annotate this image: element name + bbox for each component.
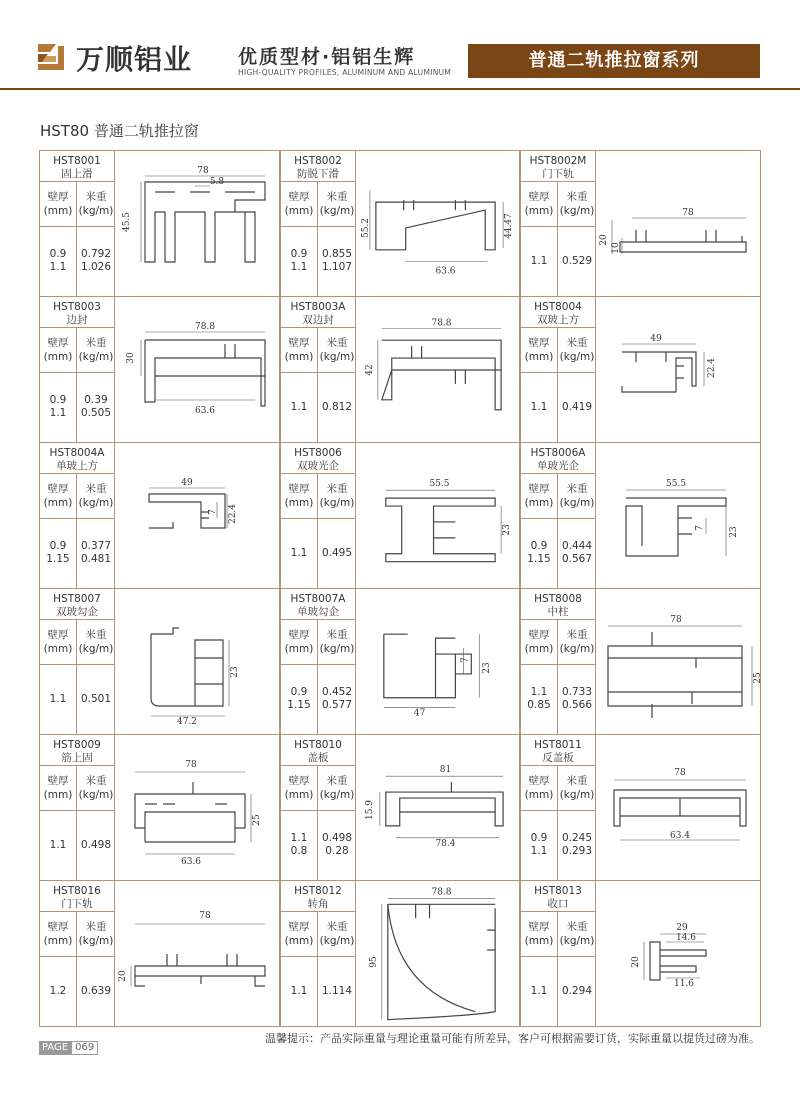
thick-unit: (mm)	[524, 497, 554, 509]
slogan-en: HIGH-QUALITY PROFILES, ALUMINUM AND ALUMINUM	[238, 68, 452, 77]
thick-unit: (mm)	[43, 497, 73, 509]
thickness-value: 1.1	[49, 261, 67, 273]
product-code: HST8001	[53, 155, 101, 167]
profile-drawing	[596, 296, 761, 442]
product-code: HST8004A	[49, 447, 105, 459]
weight-unit: (kg/m)	[319, 789, 355, 801]
weight-unit: (kg/m)	[78, 789, 114, 801]
thickness-value: 0.9	[530, 540, 548, 552]
product-name: 双边封	[302, 314, 334, 326]
thick-unit: (mm)	[284, 205, 314, 217]
product-name: 中柱	[547, 606, 569, 618]
thick-label: 壁厚	[528, 921, 550, 933]
weight-label: 米重	[85, 191, 107, 203]
thick-label: 壁厚	[288, 337, 310, 349]
weight-value: 0.733	[561, 686, 593, 698]
weight-value: 0.639	[80, 984, 112, 997]
weight-label: 米重	[85, 483, 107, 495]
product-code: HST8009	[53, 739, 101, 751]
profile-drawing	[115, 880, 280, 1026]
product-code: HST8004	[534, 301, 582, 313]
thickness-value: 1.1	[530, 400, 548, 413]
weight-value: 0.481	[80, 553, 112, 565]
weight-label: 米重	[566, 629, 588, 641]
dimension-label: 25	[252, 814, 262, 826]
thick-label: 壁厚	[47, 483, 69, 495]
weight-value: 0.498	[80, 838, 112, 851]
weight-unit: (kg/m)	[319, 643, 355, 655]
page-indicator	[39, 1041, 98, 1055]
product-name: 单玻上方	[56, 460, 98, 472]
dimension-label: 78	[670, 615, 682, 625]
dimension-label: 63.6	[180, 857, 202, 867]
thick-unit: (mm)	[43, 205, 73, 217]
dimension-label: 78.4	[435, 838, 456, 849]
thick-unit: (mm)	[524, 935, 554, 947]
thick-label: 壁厚	[288, 775, 310, 787]
weight-value: 0.567	[561, 553, 593, 565]
product-name: 单玻光企	[537, 460, 579, 472]
slogan: 优质型材·铝铝生辉	[238, 46, 416, 68]
thick-label: 壁厚	[288, 921, 310, 933]
product-code: HST8013	[534, 885, 582, 897]
weight-unit: (kg/m)	[78, 351, 114, 363]
product-name: 门下轨	[542, 168, 574, 180]
thick-unit: (mm)	[284, 497, 314, 509]
weight-unit: (kg/m)	[559, 497, 595, 509]
thickness-value: 1.15	[527, 553, 551, 565]
dimension-label: 63.4	[669, 831, 691, 841]
dimension-label: 22.4	[707, 357, 717, 379]
profile-drawing	[115, 296, 280, 442]
weight-label: 米重	[85, 337, 107, 349]
weight-unit: (kg/m)	[559, 643, 595, 655]
dimension-label: 78	[185, 760, 197, 770]
thick-unit: (mm)	[524, 789, 554, 801]
weight-value: 0.792	[80, 248, 112, 260]
thick-label: 壁厚	[288, 191, 310, 203]
thick-label: 壁厚	[47, 921, 69, 933]
weight-unit: (kg/m)	[319, 205, 355, 217]
product-code: HST8003A	[290, 301, 346, 313]
weight-value: 0.812	[321, 400, 353, 413]
dimension-label: 23	[729, 526, 739, 538]
weight-value: 0.577	[321, 699, 353, 711]
thickness-value: 1.1	[290, 546, 308, 559]
profile-drawing	[356, 880, 520, 1026]
thick-unit: (mm)	[43, 643, 73, 655]
weight-unit: (kg/m)	[559, 789, 595, 801]
weight-value: 0.566	[561, 699, 593, 711]
weight-unit: (kg/m)	[319, 351, 355, 363]
thickness-value: 0.9	[530, 832, 548, 844]
dimension-label: 25	[753, 672, 763, 684]
thick-label: 壁厚	[47, 775, 69, 787]
weight-unit: (kg/m)	[78, 205, 114, 217]
dimension-label: 78	[199, 911, 211, 921]
thickness-value: 0.85	[527, 699, 551, 711]
weight-value: 0.444	[561, 540, 593, 552]
dimension-label: 78.8	[431, 887, 452, 898]
thickness-value: 1.1	[530, 686, 548, 698]
thickness-value: 0.9	[49, 248, 67, 260]
profile-drawing	[596, 442, 761, 588]
profile-drawing	[596, 150, 761, 296]
weight-unit: (kg/m)	[559, 935, 595, 947]
dimension-label: 55.5	[665, 479, 687, 489]
dimension-label: 78.8	[431, 318, 452, 329]
dimension-label: 7	[208, 509, 218, 515]
product-name: 转角	[307, 898, 329, 910]
thickness-value: 0.9	[49, 540, 67, 552]
product-name: 盖板	[307, 752, 329, 764]
weight-label: 米重	[85, 775, 107, 787]
thick-label: 壁厚	[528, 483, 550, 495]
weight-unit: (kg/m)	[78, 935, 114, 947]
page-number: 069	[71, 1041, 98, 1055]
profile-drawing	[356, 150, 520, 296]
weight-label: 米重	[326, 337, 348, 349]
weight-label: 米重	[85, 921, 107, 933]
thickness-value: 1.1	[290, 832, 308, 844]
product-name: 单玻勾企	[297, 606, 339, 618]
weight-label: 米重	[326, 921, 348, 933]
dimension-label: 7	[460, 657, 471, 663]
dimension-label: 47	[413, 708, 426, 719]
weight-unit: (kg/m)	[319, 497, 355, 509]
product-code: HST8007A	[290, 593, 346, 605]
weight-unit: (kg/m)	[78, 643, 114, 655]
product-code: HST8003	[53, 301, 101, 313]
dimension-label: 55.2	[360, 218, 371, 238]
thick-unit: (mm)	[43, 935, 73, 947]
dimension-label: 7	[695, 525, 705, 531]
profile-drawing	[356, 296, 520, 442]
weight-label: 米重	[85, 629, 107, 641]
thickness-value: 1.1	[49, 838, 67, 851]
dimension-label: 29	[676, 923, 688, 933]
weight-label: 米重	[326, 775, 348, 787]
weight-value: 0.39	[84, 394, 108, 406]
weight-value: 0.377	[80, 540, 112, 552]
dimension-label: 23	[482, 662, 493, 674]
dimension-label: 15.9	[364, 800, 375, 820]
product-name: 防脱下滑	[297, 168, 339, 180]
dimension-label: 63.6	[435, 266, 456, 277]
weight-value: 1.026	[80, 261, 112, 273]
thickness-value: 1.15	[46, 553, 70, 565]
dimension-label: 44.47	[504, 213, 515, 239]
thickness-value: 1.1	[290, 984, 308, 997]
thick-unit: (mm)	[284, 789, 314, 801]
dimension-label: 63.6	[194, 406, 216, 416]
thick-label: 壁厚	[528, 337, 550, 349]
dimension-label: 78	[682, 208, 694, 218]
profile-drawing	[115, 150, 280, 296]
product-name: 双玻光企	[297, 460, 339, 472]
weight-label: 米重	[566, 775, 588, 787]
thickness-value: 1.15	[287, 699, 311, 711]
thickness-value: 0.8	[290, 845, 308, 857]
thickness-value: 0.9	[290, 248, 308, 260]
thick-label: 壁厚	[528, 629, 550, 641]
profile-drawing	[115, 442, 280, 588]
product-name: 边封	[66, 314, 88, 326]
dimension-label: 10	[611, 242, 621, 254]
product-code: HST8008	[534, 593, 582, 605]
weight-label: 米重	[566, 483, 588, 495]
thick-unit: (mm)	[524, 205, 554, 217]
weight-unit: (kg/m)	[78, 497, 114, 509]
weight-value: 0.505	[80, 407, 112, 419]
thick-unit: (mm)	[43, 351, 73, 363]
thick-unit: (mm)	[284, 351, 314, 363]
thickness-value: 0.9	[49, 394, 67, 406]
weight-value: 0.529	[561, 254, 593, 267]
product-code: HST8006	[294, 447, 342, 459]
thick-unit: (mm)	[284, 643, 314, 655]
thickness-value: 1.1	[290, 261, 308, 273]
dimension-label: 78.8	[194, 322, 216, 332]
dimension-label: 23	[230, 666, 240, 678]
product-name: 双玻上方	[537, 314, 579, 326]
dimension-label: 22.4	[228, 503, 238, 525]
thickness-value: 0.9	[290, 686, 308, 698]
brand-name: 万顺铝业	[76, 43, 193, 76]
section-title: HST80 普通二轨推拉窗	[40, 122, 199, 140]
profile-drawing	[356, 588, 520, 734]
dimension-label: 20	[631, 956, 641, 968]
dimension-label: 49	[650, 334, 662, 344]
thickness-value: 1.1	[290, 400, 308, 413]
header-rule	[0, 88, 800, 90]
product-code: HST8006A	[530, 447, 586, 459]
weight-unit: (kg/m)	[319, 935, 355, 947]
dimension-label: 47.2	[176, 717, 198, 727]
product-code: HST8010	[294, 739, 342, 751]
thick-label: 壁厚	[528, 775, 550, 787]
profile-drawing	[596, 588, 761, 734]
product-code: HST8016	[53, 885, 101, 897]
profile-drawing	[596, 880, 761, 1026]
product-code: HST8012	[294, 885, 342, 897]
weight-value: 0.855	[321, 248, 353, 260]
product-code: HST8011	[534, 739, 582, 751]
dimension-label: 81	[439, 765, 452, 776]
product-name: 收口	[547, 898, 569, 910]
page-label: PAGE	[39, 1041, 71, 1055]
product-name: 门下轨	[61, 898, 93, 910]
dimension-label: 11.6	[673, 979, 695, 989]
thick-label: 壁厚	[47, 191, 69, 203]
thick-unit: (mm)	[43, 789, 73, 801]
profile-drawing	[356, 442, 520, 588]
thick-unit: (mm)	[524, 351, 554, 363]
weight-value: 0.495	[321, 546, 353, 559]
thickness-value: 1.1	[530, 254, 548, 267]
thick-label: 壁厚	[288, 629, 310, 641]
product-name: 反盖板	[542, 752, 574, 764]
profile-drawing	[596, 734, 761, 880]
thick-unit: (mm)	[524, 643, 554, 655]
dimension-label: 20	[599, 234, 609, 246]
weight-label: 米重	[326, 629, 348, 641]
thickness-value: 1.1	[530, 984, 548, 997]
dimension-label: 45.5	[122, 211, 132, 233]
product-code: HST8007	[53, 593, 101, 605]
dimension-label: 42	[364, 364, 375, 376]
weight-value: 0.419	[561, 400, 593, 413]
weight-unit: (kg/m)	[559, 351, 595, 363]
thickness-value: 1.2	[49, 984, 67, 997]
dimension-label: 95	[368, 956, 379, 968]
weight-value: 1.107	[321, 261, 353, 273]
dimension-label: 78	[197, 166, 209, 176]
thick-label: 壁厚	[47, 337, 69, 349]
weight-label: 米重	[326, 191, 348, 203]
thickness-value: 1.1	[530, 845, 548, 857]
product-name: 双玻勾企	[56, 606, 98, 618]
dimension-label: 30	[126, 352, 136, 364]
footer-note: 温馨提示：产品实际重量与理论重量可能有所差异，客户可根据需要订货，实际重量以提货过磅为准。	[265, 1032, 760, 1045]
thick-label: 壁厚	[528, 191, 550, 203]
dimension-label: 78	[674, 768, 686, 778]
thickness-value: 1.1	[49, 407, 67, 419]
weight-value: 0.498	[321, 832, 353, 844]
thickness-value: 1.1	[49, 692, 67, 705]
weight-unit: (kg/m)	[559, 205, 595, 217]
profile-drawing	[115, 734, 280, 880]
product-name: 筋上固	[61, 752, 93, 764]
brand-logo-icon	[34, 40, 68, 74]
dimension-label: 14.6	[675, 933, 697, 943]
product-code: HST8002M	[529, 155, 587, 167]
dimension-label: 55.5	[429, 479, 450, 490]
weight-value: 0.245	[561, 832, 593, 844]
weight-value: 0.452	[321, 686, 353, 698]
product-grid	[39, 150, 761, 1024]
product-code: HST8002	[294, 155, 342, 167]
weight-value: 0.28	[325, 845, 349, 857]
thick-label: 壁厚	[47, 629, 69, 641]
dimension-label: 5.8	[209, 177, 225, 187]
weight-label: 米重	[566, 337, 588, 349]
weight-label: 米重	[326, 483, 348, 495]
page-header	[0, 0, 800, 95]
profile-drawing	[356, 734, 520, 880]
weight-value: 0.501	[80, 692, 112, 705]
weight-value: 0.294	[561, 984, 593, 997]
weight-label: 米重	[566, 921, 588, 933]
profile-drawing	[115, 588, 280, 734]
product-name: 固上滑	[61, 168, 93, 180]
weight-value: 1.114	[321, 984, 353, 997]
dimension-label: 20	[118, 970, 128, 982]
weight-label: 米重	[566, 191, 588, 203]
thick-unit: (mm)	[284, 935, 314, 947]
weight-value: 0.293	[561, 845, 593, 857]
dimension-label: 49	[181, 478, 193, 488]
dimension-label: 23	[502, 524, 513, 536]
thick-label: 壁厚	[288, 483, 310, 495]
series-title: 普通二轨推拉窗系列	[468, 44, 760, 78]
